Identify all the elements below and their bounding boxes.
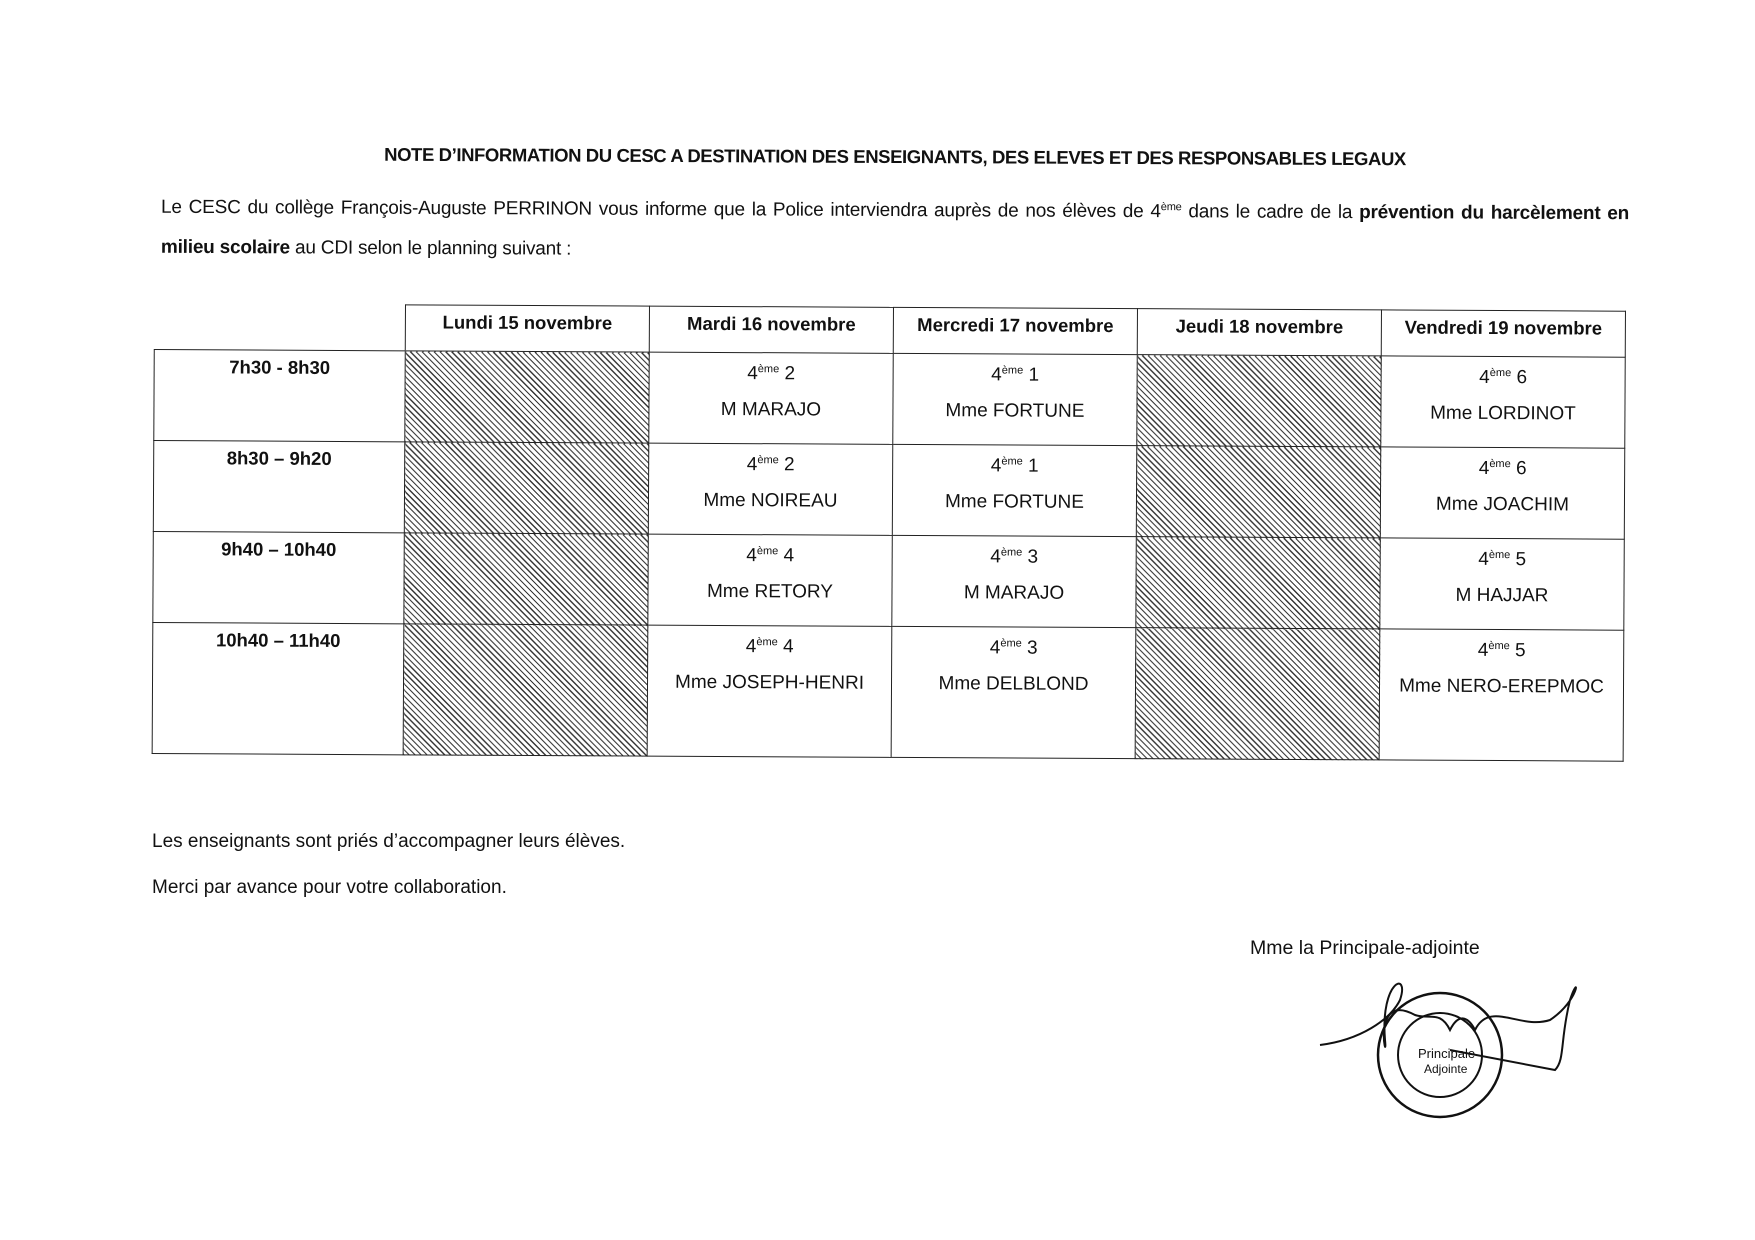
class-number: 6 bbox=[1510, 458, 1527, 480]
class-number: 4 bbox=[778, 545, 795, 567]
class-level: 4 bbox=[1478, 457, 1490, 479]
table-row bbox=[153, 441, 1624, 540]
teacher-name: M MARAJO bbox=[720, 398, 822, 421]
class-sup: ème bbox=[1488, 548, 1511, 562]
class-label bbox=[649, 454, 892, 477]
class-label bbox=[650, 363, 893, 386]
unavailable-cell bbox=[403, 624, 648, 756]
header-day: Jeudi 18 novembre bbox=[1137, 309, 1381, 356]
class-label bbox=[649, 545, 892, 568]
class-number: 4 bbox=[777, 636, 794, 658]
intro-text: dans le cadre de la bbox=[1181, 201, 1360, 224]
class-label bbox=[893, 455, 1136, 478]
class-sup: ème bbox=[1001, 455, 1023, 468]
intro-sup: ème bbox=[1160, 201, 1182, 214]
class-sup: ème bbox=[1488, 639, 1510, 653]
class-number: 5 bbox=[1510, 549, 1527, 571]
footer-line-2: Merci par avance pour votre collaboration. bbox=[152, 877, 507, 898]
class-level: 4 bbox=[990, 455, 1002, 477]
class-level: 4 bbox=[1478, 548, 1489, 570]
class-level: 4 bbox=[1477, 639, 1489, 661]
class-level: 4 bbox=[991, 364, 1002, 386]
teacher-name: Mme DELBLOND bbox=[938, 673, 1089, 695]
class-level: 4 bbox=[747, 363, 758, 385]
class-sup: ème bbox=[1001, 364, 1024, 377]
class-sup: ème bbox=[756, 545, 779, 558]
time-slot: 8h30 – 9h20 bbox=[153, 441, 404, 533]
class-label bbox=[648, 636, 891, 659]
class-number: 6 bbox=[1511, 367, 1528, 389]
class-level: 4 bbox=[745, 636, 757, 658]
intro-bold: prévention du harcèlement en milieu scolaire bbox=[160, 202, 1630, 259]
teacher-name: Mme FORTUNE bbox=[945, 400, 1085, 422]
class-level: 4 bbox=[746, 545, 757, 567]
class-number: 2 bbox=[778, 454, 795, 476]
class-number: 5 bbox=[1509, 640, 1526, 662]
class-number: 3 bbox=[1022, 546, 1039, 568]
unavailable-cell bbox=[1137, 355, 1381, 447]
intro-paragraph bbox=[161, 183, 1629, 274]
session-cell bbox=[648, 443, 892, 535]
class-label bbox=[1381, 457, 1624, 480]
teacher-name: Mme JOSEPH-HENRI bbox=[674, 671, 865, 694]
class-level: 4 bbox=[1479, 366, 1490, 388]
teacher-name: Mme NERO-EREPMOC bbox=[1399, 675, 1604, 698]
class-level: 4 bbox=[746, 454, 758, 476]
header-day: Mardi 16 novembre bbox=[649, 306, 893, 353]
signatory: Mme la Principale-adjointe bbox=[1250, 937, 1480, 959]
class-number: 3 bbox=[1021, 637, 1038, 659]
teacher-name: Mme FORTUNE bbox=[944, 491, 1085, 513]
schedule-table bbox=[152, 303, 1626, 762]
session-cell bbox=[648, 534, 892, 626]
class-number: 1 bbox=[1023, 364, 1040, 386]
class-sup: ème bbox=[1000, 546, 1023, 559]
class-level: 4 bbox=[990, 546, 1001, 568]
teacher-name: Mme NOIREAU bbox=[703, 489, 838, 512]
unavailable-cell bbox=[404, 533, 648, 625]
stamp-text: Principale bbox=[1418, 1046, 1476, 1061]
class-label bbox=[894, 364, 1137, 387]
unavailable-cell bbox=[1135, 628, 1380, 760]
teacher-name: M MARAJO bbox=[963, 582, 1065, 604]
intro-text: Le CESC du collège François-Auguste PERRINON vous informe que la Police interviendra auprès de nos élèves de 4 bbox=[161, 196, 1161, 223]
class-sup: ème bbox=[1489, 457, 1511, 471]
class-label bbox=[892, 637, 1135, 660]
unavailable-cell bbox=[404, 442, 648, 534]
session-cell bbox=[893, 353, 1137, 445]
footer-line-1: Les enseignants sont priés d’accompagner leurs élèves. bbox=[152, 831, 626, 852]
intro-text: au CDI selon le planning suivant : bbox=[289, 237, 572, 260]
session-cell bbox=[647, 625, 892, 757]
unavailable-cell bbox=[405, 351, 649, 443]
session-cell bbox=[1380, 447, 1624, 539]
session-cell bbox=[1379, 629, 1624, 761]
teacher-name: Mme JOACHIM bbox=[1435, 493, 1570, 516]
header-day: Vendredi 19 novembre bbox=[1381, 310, 1625, 357]
document-title: NOTE D’INFORMATION DU CESC A DESTINATION DES ENSEIGNANTS, DES ELEVES ET DES RESPONSABLES LEGAUX bbox=[384, 143, 1406, 170]
class-sup: ème bbox=[757, 363, 780, 376]
header-day: Mercredi 17 novembre bbox=[893, 307, 1137, 354]
session-cell bbox=[1380, 538, 1624, 630]
class-sup: ème bbox=[757, 454, 779, 467]
time-slot: 7h30 - 8h30 bbox=[154, 350, 405, 442]
class-sup: ème bbox=[1489, 366, 1512, 380]
session-cell bbox=[892, 535, 1136, 627]
unavailable-cell bbox=[1136, 446, 1380, 538]
header-day: Lundi 15 novembre bbox=[405, 305, 649, 352]
signature-stamp bbox=[1300, 960, 1600, 1130]
class-label bbox=[1380, 639, 1623, 662]
class-number: 1 bbox=[1022, 455, 1039, 477]
teacher-name: Mme LORDINOT bbox=[1430, 402, 1576, 425]
session-cell bbox=[892, 444, 1136, 536]
class-label bbox=[1381, 548, 1624, 571]
time-slot: 10h40 – 11h40 bbox=[152, 622, 404, 754]
session-cell bbox=[1381, 356, 1625, 448]
class-level: 4 bbox=[989, 637, 1001, 659]
header-corner bbox=[154, 304, 405, 351]
stamp-text: Adjointe bbox=[1424, 1062, 1468, 1076]
table-row bbox=[153, 531, 1624, 630]
teacher-name: Mme RETORY bbox=[706, 580, 834, 603]
class-sup: ème bbox=[1000, 637, 1022, 650]
session-cell bbox=[891, 626, 1136, 758]
class-sup: ème bbox=[756, 636, 778, 649]
session-cell bbox=[649, 352, 893, 444]
class-label bbox=[893, 546, 1136, 569]
teacher-name: M HAJJAR bbox=[1455, 584, 1549, 607]
unavailable-cell bbox=[1136, 537, 1380, 629]
table-row bbox=[154, 350, 1625, 449]
class-label bbox=[1382, 366, 1625, 389]
class-number: 2 bbox=[779, 363, 796, 385]
table-row bbox=[152, 622, 1624, 761]
table-header-row bbox=[154, 304, 1625, 358]
time-slot: 9h40 – 10h40 bbox=[153, 531, 404, 623]
